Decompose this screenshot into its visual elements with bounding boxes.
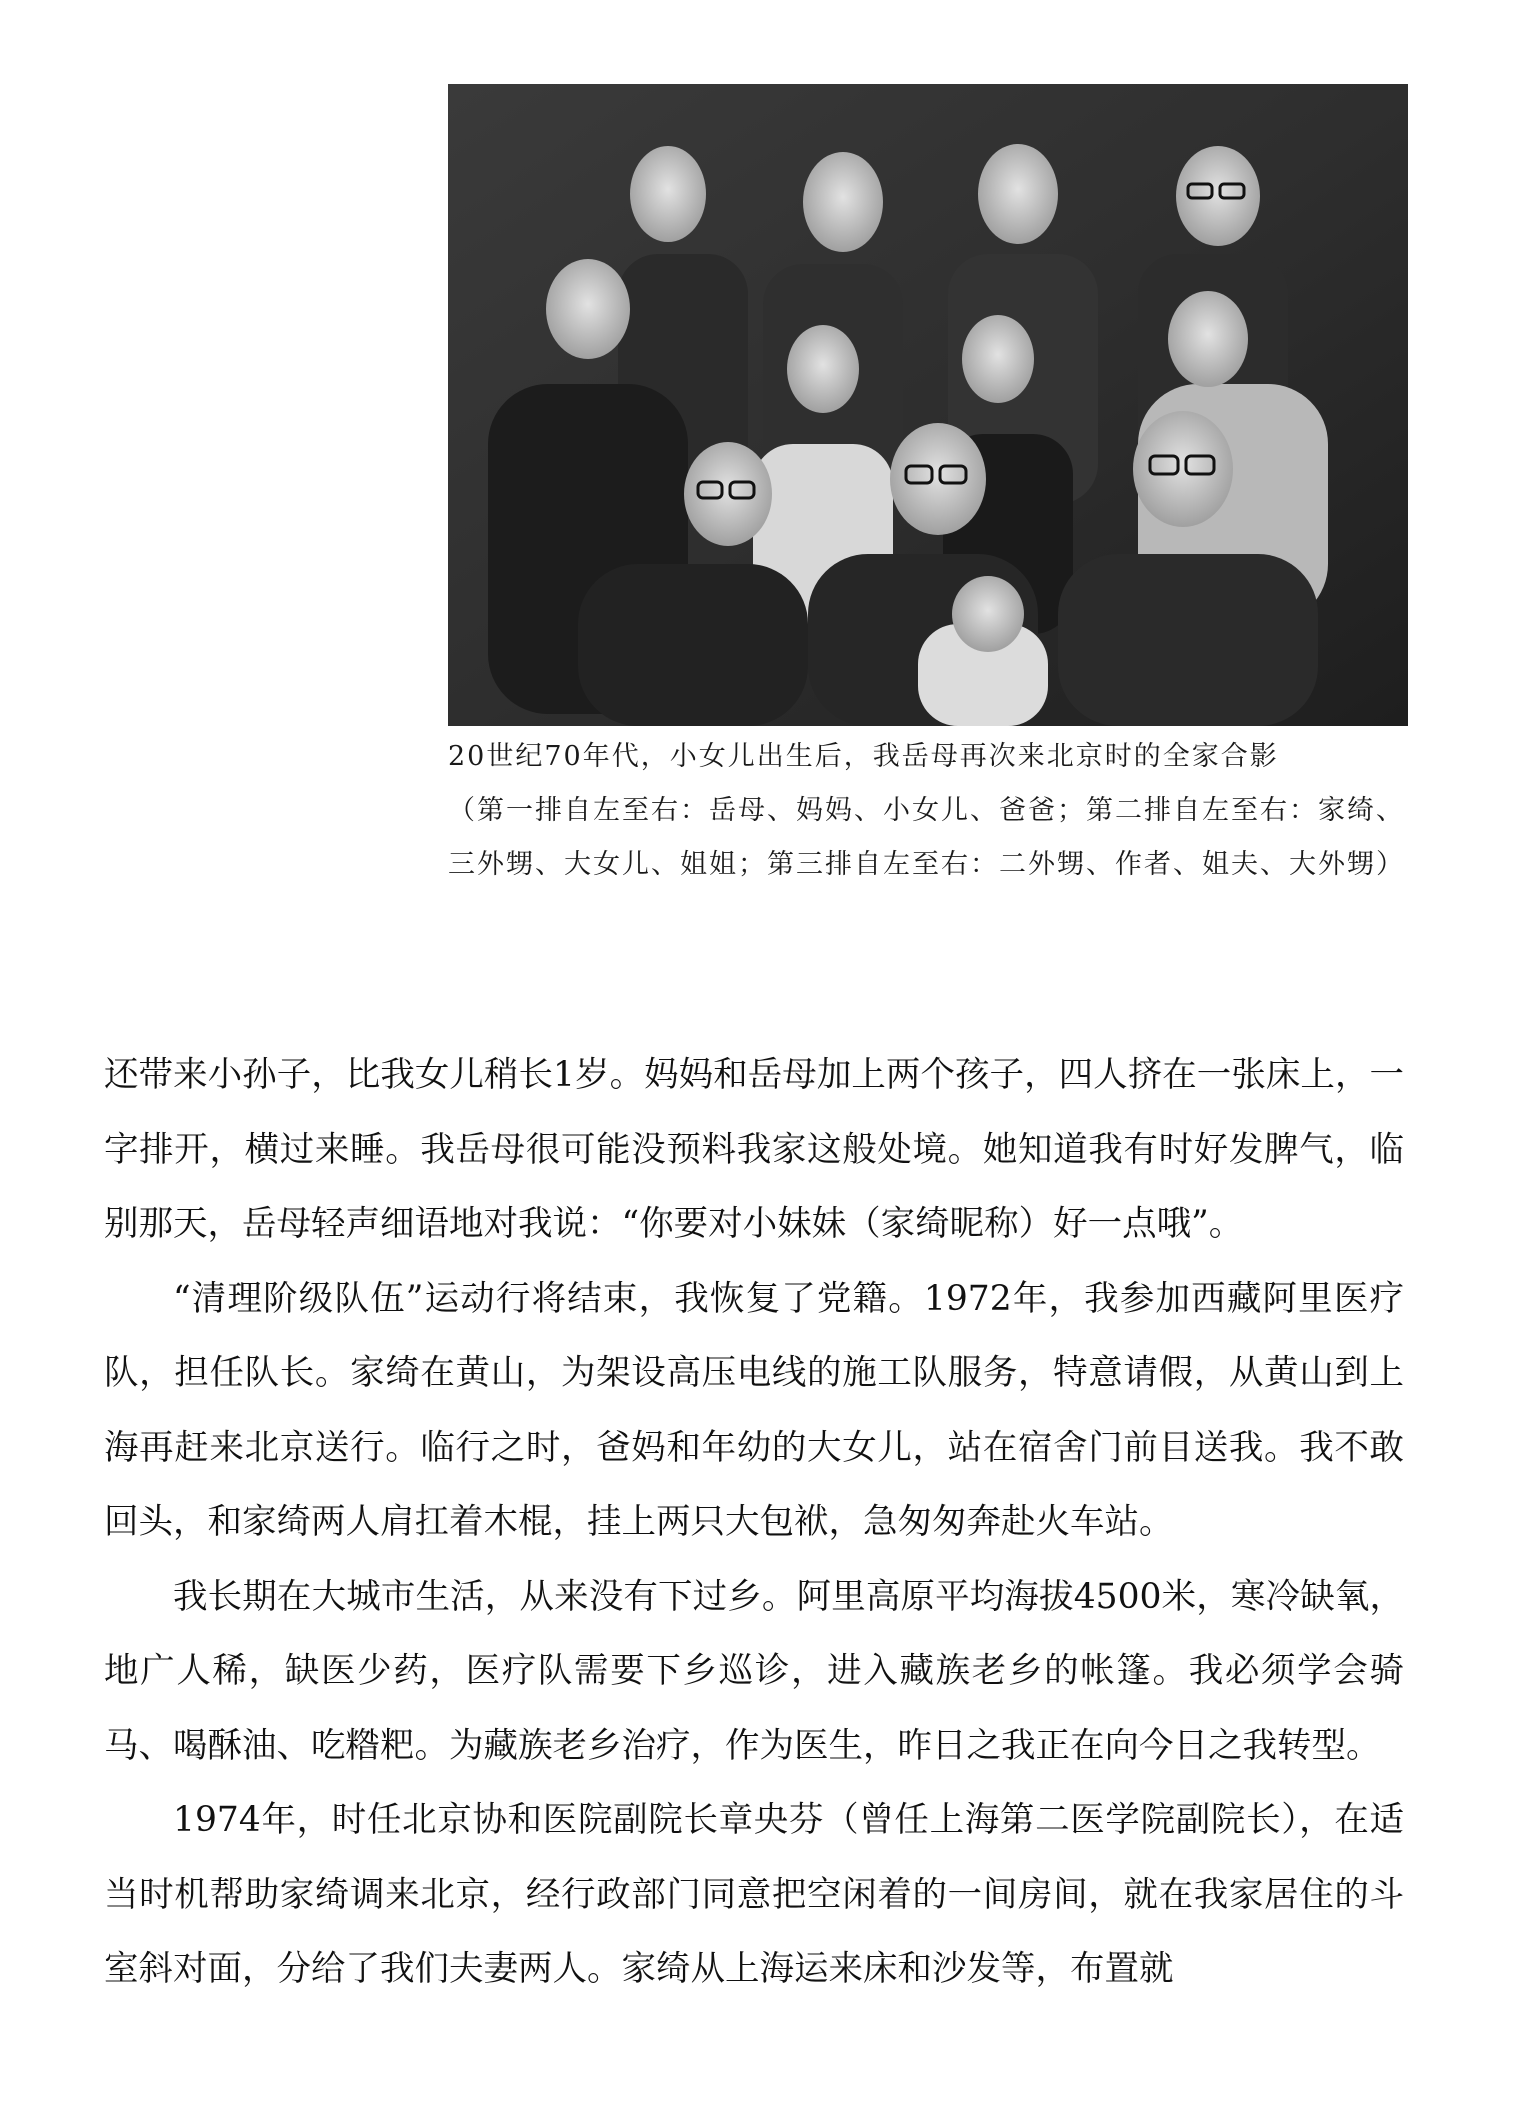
- photo-caption: [448, 730, 1408, 892]
- paragraph: 我长期在大城市生活，从来没有下过乡。阿里高原平均海拔4500米，寒冷缺氧，地广人稀，缺医少药，医疗队需要下乡巡诊，进入藏族老乡的帐篷。我必须学会骑马、喝酥油、吃糌粑。为藏族老乡治疗，作为医生，昨日之我正在向今日之我转型。: [104, 1576, 1404, 1766]
- paragraph: 1974年，时任北京协和医院副院长章央芬（曾任上海第二医学院副院长），在适当时机帮助家绮调来北京，经行政部门同意把空闲着的一间房间，就在我家居住的斗室斜对面，分给了我们夫妻两人。家绮从上海运来床和沙发等，布置就: [104, 1800, 1404, 1989]
- body-text: [104, 1038, 1404, 2007]
- family-photo: [448, 84, 1408, 726]
- paragraph: 还带来小孙子，比我女儿稍长1岁。妈妈和岳母加上两个孩子，四人挤在一张床上，一字排开，横过来睡。我岳母很可能没预料我家这般处境。她知道我有时好发脾气，临别那天，岳母轻声细语地对我说：“你要对小妹妹（家绮昵称）好一点哦”。: [104, 1055, 1404, 1244]
- paragraph: “清理阶级队伍”运动行将结束，我恢复了党籍。1972年，我参加西藏阿里医疗队，担任队长。家绮在黄山，为架设高压电线的施工队服务，特意请假，从黄山到上海再赶来北京送行。临行之时，爸妈和年幼的大女儿，站在宿舍门前目送我。我不敢回头，和家绮两人肩扛着木棍，挂上两只大包袱，急匆匆奔赴火车站。: [104, 1278, 1404, 1542]
- caption-title: 20世纪70年代，小女儿出生后，我岳母再次来北京时的全家合影: [448, 741, 1279, 772]
- caption-detail: （第一排自左至右：岳母、妈妈、小女儿、爸爸；第二排自左至右：家绮、三外甥、大女儿、姐姐；第三排自左至右：二外甥、作者、姐夫、大外甥）: [448, 795, 1405, 880]
